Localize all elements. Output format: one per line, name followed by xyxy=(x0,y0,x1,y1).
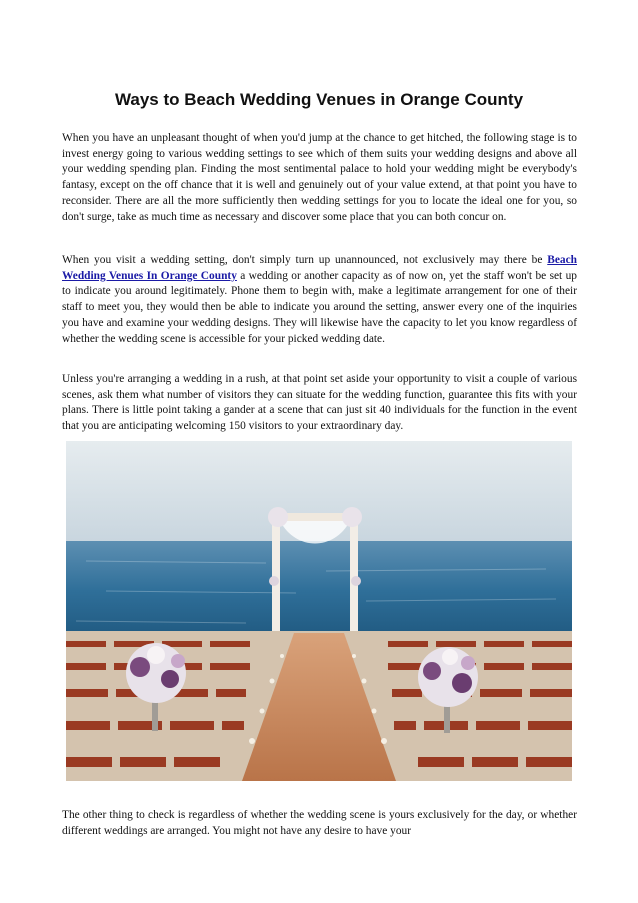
paragraph-visit-text-start: When you visit a wedding setting, don't simply turn up unannounced, not exclusively may there be xyxy=(62,254,548,266)
page-title: Ways to Beach Wedding Venues in Orange County xyxy=(114,90,524,109)
beach-wedding-photo xyxy=(66,441,572,781)
paragraph-visit xyxy=(62,253,577,347)
paragraph-capacity: Unless you're arranging a wedding in a rush, at that point set aside your opportunity to visit a couple of various scenes, ask them what number of visitors they can situate for the wedding function, guarantee this fits with your plans. There is little point taking a gander at a scene that can just sit 40 individuals for the function in the event that you are anticipating welcoming 150 visitors to your extraordinary day. xyxy=(62,373,577,433)
paragraph-intro: When you have an unpleasant thought of when you'd jump at the chance to get hitched, the following stage is to invest energy going to various wedding settings to see which of them suits your wedding designs and above all your wedding spending plan. Finding the most sentimental palace to hold your wedding might be everybody's fantasy, except on the off chance that it is well and genuinely out of your value extend, at that point you have to reconsider. There are all the more sufficiently then wedding settings for you to locate the ideal one for you, so don't surge, take as much time as necessary and discover some place that you can both concur on. xyxy=(62,132,577,223)
beach-wedding-venues-link[interactable]: Beach Wedding Venues In Orange County xyxy=(62,254,577,282)
paragraph-exclusivity: The other thing to check is regardless of whether the wedding scene is yours exclusively for the day, or whether different weddings are arranged. You might not have any desire to have your xyxy=(62,809,577,837)
paragraph-visit-text-end: a wedding or another capacity as of now on, yet the staff won't be set up to indicate you around legitimately. Phone them to begin with, make a legitimate arrangement for one of their staff to meet you, they would then be able to indicate you around the setting, answer every one of the inquiries you have and examine your wedding designs. They will likewise have the capacity to let you know regardless of whether the wedding scene is accessible for your picked wedding date. xyxy=(62,269,577,345)
